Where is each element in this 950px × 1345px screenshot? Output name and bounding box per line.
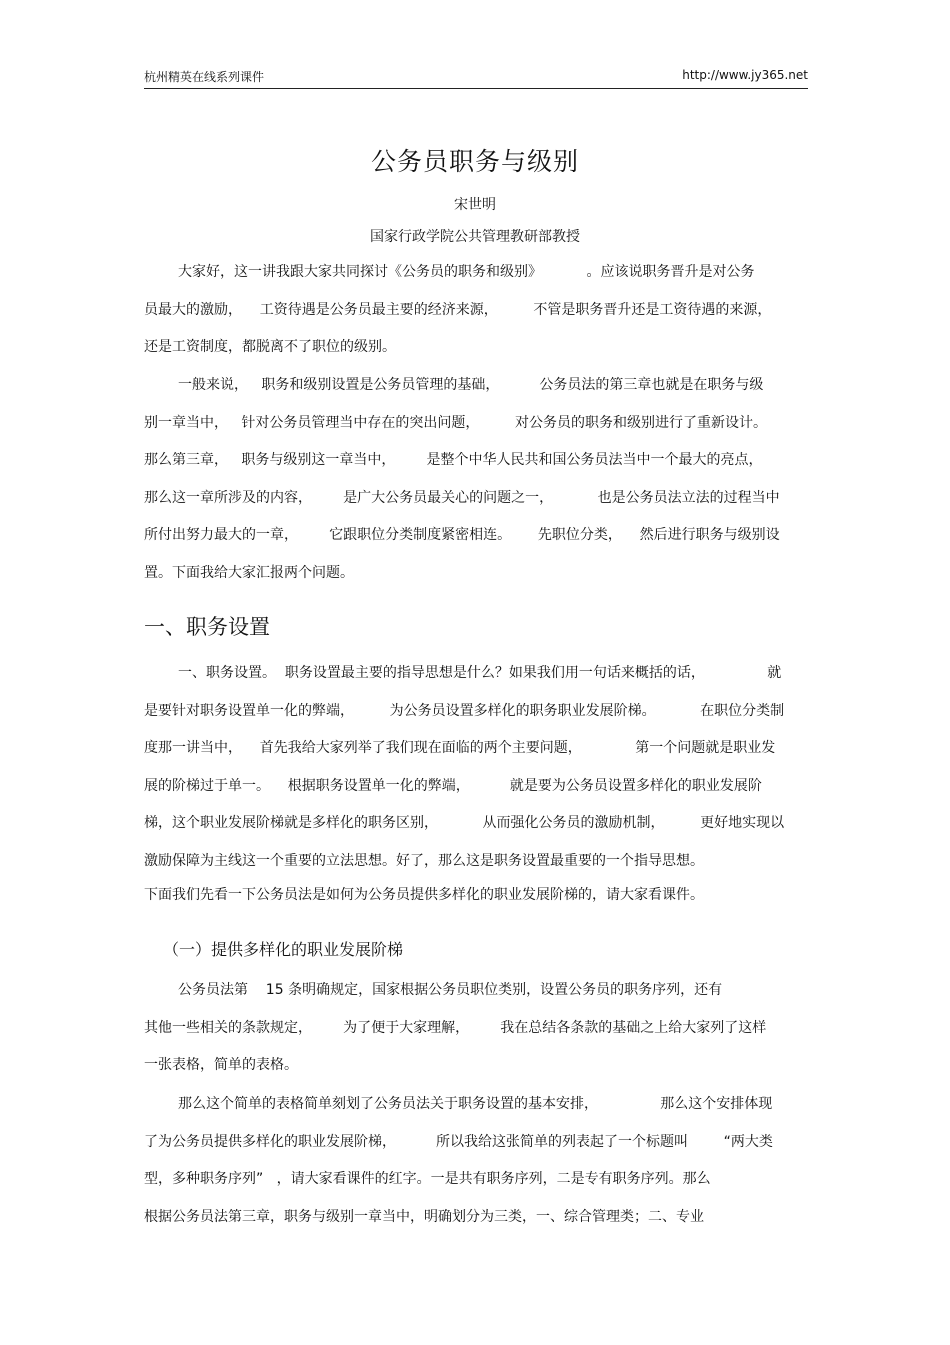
paragraph-overview (144, 375, 808, 601)
text-line: 下面我们先看一下公务员法是如何为公务员提供多样化的职业发展阶梯的，请大家看课件。 (144, 886, 704, 903)
section-heading: 一、职务设置 (144, 615, 270, 639)
text-line: 所付出努力最大的一章， 它跟职位分类制度紧密相连。 先职位分类， 然后进行职务与级别设 (144, 527, 780, 544)
text-line: 那么这一章所涉及的内容， 是广大公务员最关心的问题之一， 也是公务员法立法的过程当中 (144, 489, 780, 506)
subsection-heading: （一）提供多样化的职业发展阶梯 (163, 940, 404, 959)
paragraph-intro (144, 262, 808, 375)
text-line: 那么这个简单的表格简单刻划了公务员法关于职务设置的基本安排， 那么这个安排体现 (178, 1096, 773, 1112)
text-line: 员最大的激励， 工资待遇是公务员最主要的经济来源， 不管是职务晋升还是工资待遇的来源， (144, 301, 772, 318)
text-line: 度那一讲当中， 首先我给大家列举了我们现在面临的两个主要问题， 第一个问题就是职业发 (144, 740, 776, 757)
text-line: 展的阶梯过于单一。 根据职务设置单一化的弊端， 就是要为公务员设置多样化的职业发展阶 (144, 777, 762, 794)
text-line: 一张表格，简单的表格。 (144, 1057, 298, 1074)
page-header (144, 68, 808, 89)
text-line: 型，多种职务序列” ，请大家看课件的红字。一是共有职务序列，二是专有职务序列。那么 (144, 1171, 711, 1188)
document-title: 公务员职务与级别 (370, 147, 579, 176)
text-line: 公务员法第 15 条明确规定，国家根据公务员职位类别，设置公务员的职务序列，还有 (178, 982, 723, 998)
text-line: 一般来说， 职务和级别设置是公务员管理的基础， 公务员法的第三章也就是在职务与级 (178, 377, 764, 393)
text-line: 别一章当中， 针对公务员管理当中存在的突出问题， 对公务员的职务和级别进行了重新设计。 (144, 414, 767, 431)
paragraph-table-explanation (144, 1094, 808, 1244)
author-affiliation: 国家行政学院公共管理教研部教授 (370, 229, 580, 245)
text-line: 那么第三章， 职务与级别这一章当中， 是整个中华人民共和国公务员法当中一个最大的亮点， (144, 452, 763, 469)
text-line: 是要针对职务设置单一化的弊端， 为公务员设置多样化的职务职业发展阶梯。 在职位分类制 (144, 702, 785, 719)
text-line: 置。下面我给大家汇报两个问题。 (144, 564, 354, 581)
text-line: 其他一些相关的条款规定， 为了便于大家理解， 我在总结各条款的基础之上给大家列了这样 (144, 1019, 767, 1036)
text-line: 还是工资制度，都脱离不了职位的级别。 (144, 339, 396, 356)
text-line: 大家好，这一讲我跟大家共同探讨《公务员的职务和级别》 。应该说职务晋升是对公务 (178, 264, 755, 280)
author-name: 宋世明 (454, 197, 496, 213)
header-url: http://www.jy365.net (682, 68, 808, 82)
text-line: 根据公务员法第三章，职务与级别一章当中，明确划分为三类，一、综合管理类；二、专业 (144, 1208, 704, 1225)
header-left-text: 杭州精英在线系列课件 (144, 70, 265, 84)
text-line: 梯，这个职业发展阶梯就是多样化的职务区别， 从而强化公务员的激励机制， 更好地实现以 (144, 815, 785, 832)
paragraph-position-setting (144, 663, 808, 923)
text-line: 一、职务设置。 职务设置最主要的指导思想是什么？如果我们用一句话来概括的话， 就 (178, 665, 782, 681)
text-line: 了为公务员提供多样化的职业发展阶梯， 所以我给这张简单的列表起了一个标题叫 “两大类 (144, 1133, 773, 1150)
paragraph-article-15 (144, 980, 808, 1093)
text-line: 激励保障为主线这一个重要的立法思想。好了，那么这是职务设置最重要的一个指导思想。 (144, 852, 704, 869)
